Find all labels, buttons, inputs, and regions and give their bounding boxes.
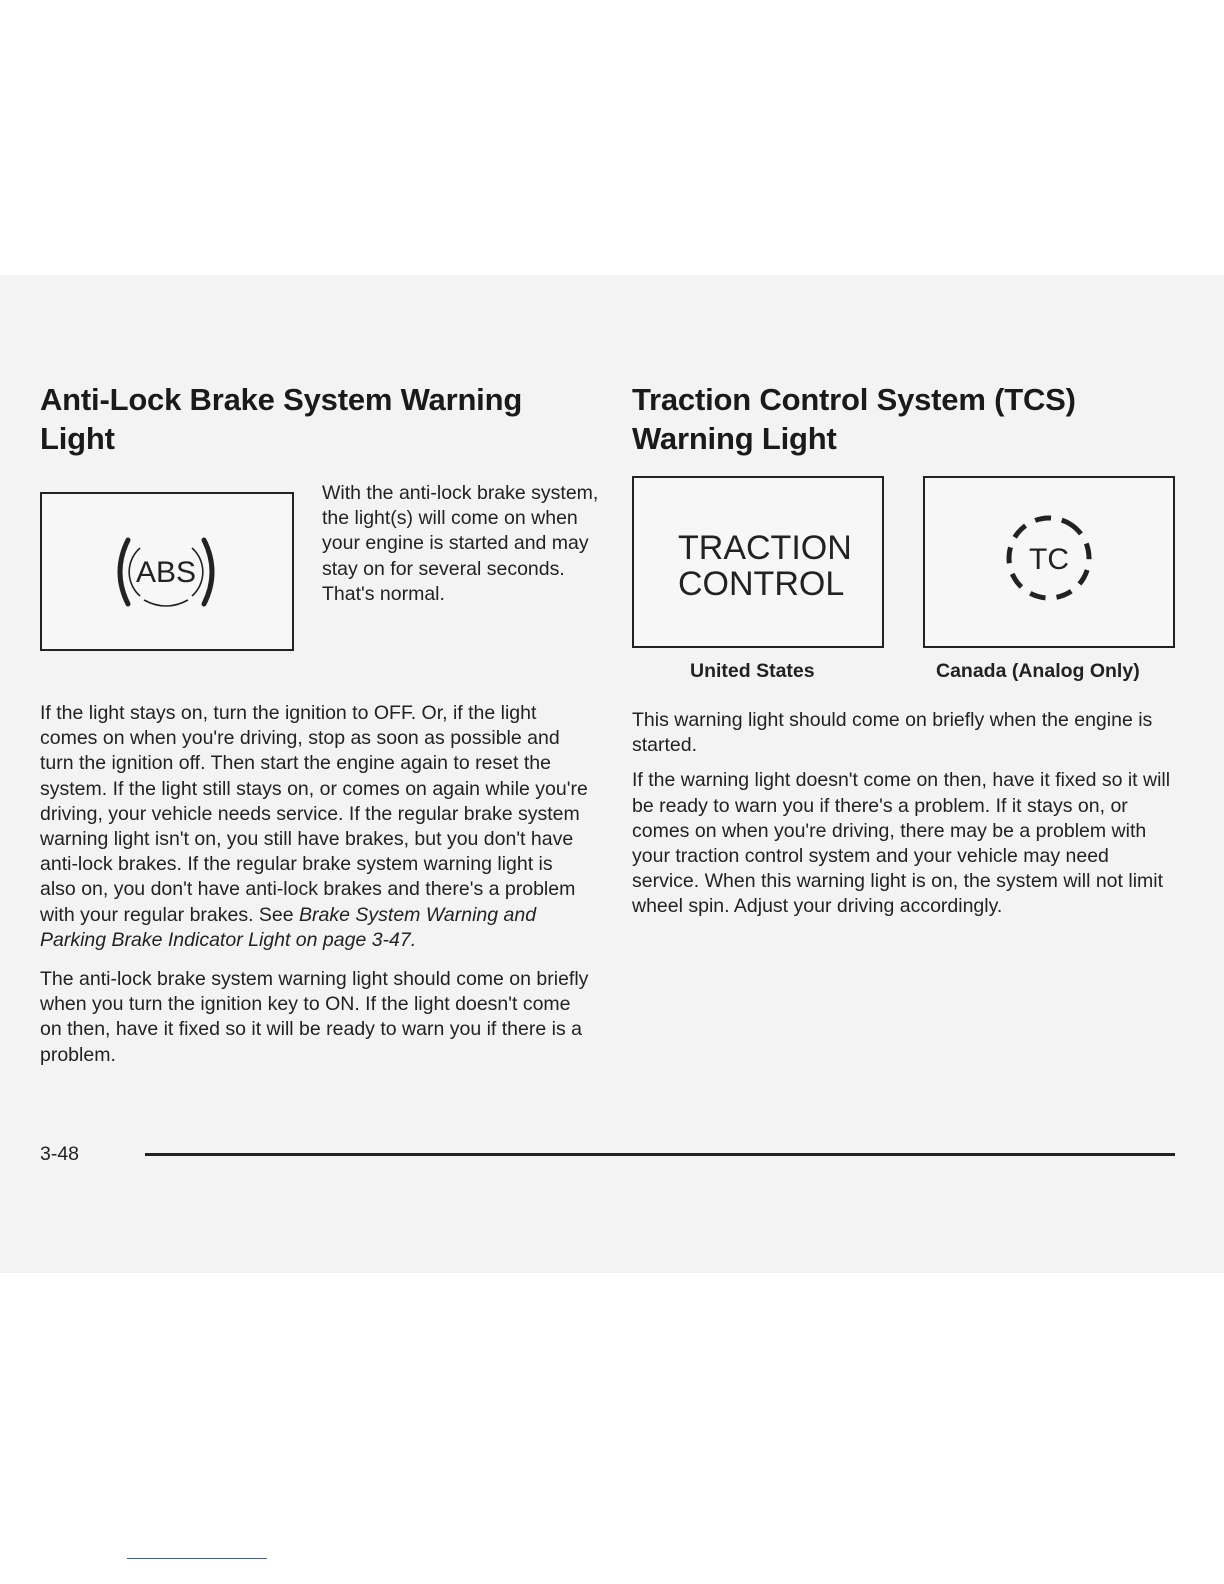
abs-paragraph-2: The anti-lock brake system warning light should come on briefly when you turn the ignition key to ON. If the light doesn't come on then, have it fixed so it will be ready to warn you if there is a problem. xyxy=(40,968,589,1066)
abs-paragraph-1 xyxy=(40,701,590,953)
tcs-figure-row xyxy=(632,476,1177,696)
abs-cross-reference: Brake System Warning and Parking Brake Indicator Light on page 3-47. xyxy=(40,903,537,951)
tcs-heading: Traction Control System (TCS) Warning Light xyxy=(632,382,1076,456)
traction-text-line-1: TRACTION xyxy=(678,529,852,567)
abs-intro-text: With the anti-lock brake system, the light(s) will come on when your engine is started and may stay on for several seconds. That's normal. xyxy=(322,482,599,605)
abs-paragraph-1-text: If the light stays on, turn the ignition to OFF. Or, if the light comes on when you're driving, stop as soon as possible and turn the ignition off. Then start the engine again to reset the system. If the light still stays on, or comes on again while you're driving, your vehicle needs service. If the regular brake system warning light isn't on, you still have brakes, but you don't have anti-lock brakes. If the regular brake system warning light is also on, you don't have anti-lock brakes and there's a problem with your regular brakes. See xyxy=(40,702,588,926)
abs-icon xyxy=(110,534,222,610)
page-number: 3-48 xyxy=(40,1143,80,1165)
abs-section xyxy=(40,380,599,1068)
tcs-section xyxy=(632,380,1177,920)
abs-heading: Anti-Lock Brake System Warning Light xyxy=(40,382,523,456)
traction-text-line-2: CONTROL xyxy=(678,565,845,603)
bottom-link-underline[interactable] xyxy=(127,1558,267,1559)
caption-canada: Canada (Analog Only) xyxy=(936,660,1140,682)
footer-rule xyxy=(145,1153,1175,1156)
tc-icon xyxy=(997,506,1101,610)
tcs-canada-light-illustration xyxy=(923,476,1175,648)
tcs-paragraph-1: This warning light should come on briefly when the engine is started. xyxy=(632,709,1153,757)
caption-united-states: United States xyxy=(690,660,815,682)
abs-figure-row xyxy=(40,481,599,681)
page-footer xyxy=(40,1143,1175,1173)
abs-warning-light-illustration xyxy=(40,492,294,651)
abs-icon-label: ABS xyxy=(135,556,197,589)
traction-control-light-text xyxy=(678,530,852,602)
tc-icon-label: TC xyxy=(1029,543,1069,576)
tcs-paragraph-2: If the warning light doesn't come on then, have it fixed so it will be ready to warn you if there's a problem. If it stays on, or comes on when you're driving, there may be a problem with your traction control system and your vehicle may need service. When this warning light is on, the system will not limit wheel spin. Adjust your driving accordingly. xyxy=(632,769,1171,918)
tcs-us-light-illustration xyxy=(632,476,884,648)
